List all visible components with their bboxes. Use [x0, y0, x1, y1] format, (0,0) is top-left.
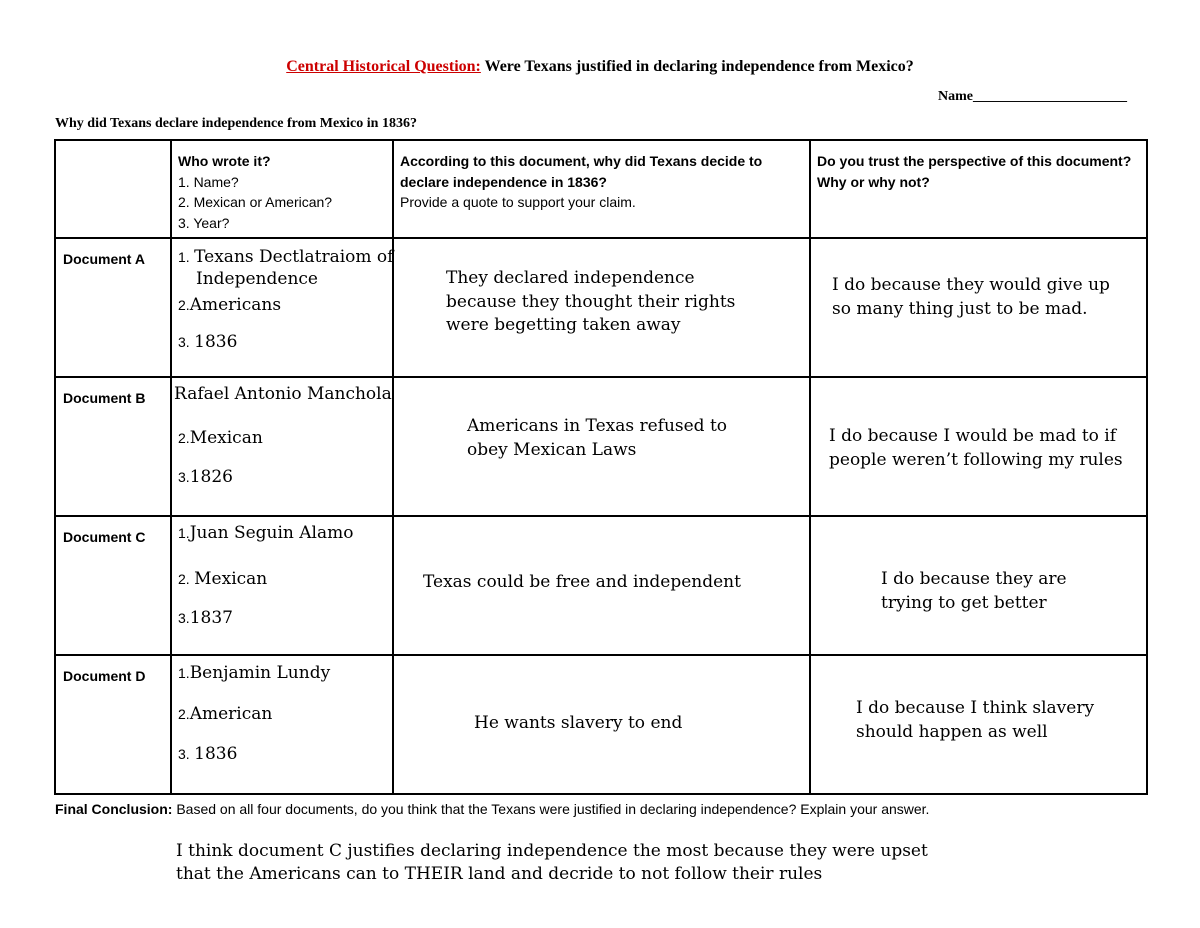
header-trust — [810, 140, 1147, 238]
author-name-item — [178, 663, 330, 683]
item-number: 3. — [178, 746, 190, 762]
header-who-wrote — [171, 140, 393, 238]
table-row — [55, 377, 1147, 516]
table-row — [55, 655, 1147, 794]
trust-line: trying to get better — [881, 592, 1047, 613]
trust-answer — [832, 274, 1110, 321]
doc-label: Document C — [63, 529, 146, 545]
reason-line: obey Mexican Laws — [467, 439, 637, 460]
reason-cell[interactable] — [393, 377, 810, 516]
reason-line: Texas could be free and independent — [423, 572, 741, 592]
author-cell[interactable] — [171, 516, 393, 655]
trust-answer — [856, 697, 1094, 744]
doc-label: Document A — [63, 251, 145, 267]
author-cell[interactable] — [171, 238, 393, 377]
doc-label-cell — [55, 377, 171, 516]
reason-line: He wants slavery to end — [474, 713, 683, 733]
doc-label: Document D — [63, 668, 146, 684]
item-number: 2. — [178, 706, 190, 722]
reason-line: They declared independence — [446, 268, 695, 288]
who-wrote-line3: 3. Year? — [178, 214, 230, 231]
year: 1836 — [194, 332, 238, 352]
author-name-line2: Independence — [196, 269, 318, 289]
central-question-text: Were Texans justified in declaring independence from Mexico? — [480, 58, 914, 75]
author-name-item — [174, 384, 392, 404]
trust-cell[interactable] — [810, 238, 1147, 377]
who-wrote-title: Who wrote it? — [178, 153, 271, 169]
author-cell[interactable] — [171, 655, 393, 794]
trust-line: I do because I think slavery — [856, 698, 1095, 718]
reason-cell[interactable] — [393, 516, 810, 655]
final-conclusion-prompt — [55, 801, 929, 817]
item-number: 3. — [178, 610, 190, 626]
reason-line: Americans in Texas refused to — [467, 416, 728, 436]
central-question-label: Central Historical Question: — [286, 58, 481, 75]
nationality: Mexican — [189, 428, 263, 448]
answer-line: that the Americans can to THEIR land and decride to not follow their rules — [176, 864, 823, 884]
reason-line: were begetting taken away — [446, 315, 681, 335]
answer-line: I think document C justifies declaring independence the most because they were upset — [176, 841, 928, 861]
author-cell[interactable] — [171, 377, 393, 516]
author-name-item — [178, 523, 353, 543]
who-wrote-line1: 1. Name? — [178, 173, 239, 190]
trust-answer — [829, 425, 1123, 472]
nationality: Mexican — [194, 569, 268, 589]
item-number: 1. — [178, 249, 190, 265]
trust-line: so many thing just to be mad. — [832, 298, 1088, 319]
nationality-item — [178, 295, 281, 315]
trust-title: Do you trust the perspective of this document? Why or why not? — [817, 153, 1132, 190]
trust-line: people weren’t following my rules — [829, 449, 1123, 470]
trust-line: I do because they would give up — [832, 275, 1110, 295]
header-empty-cell — [55, 140, 171, 238]
table-row — [55, 516, 1147, 655]
author-name-cont — [196, 269, 318, 289]
reason-answer — [446, 267, 735, 338]
doc-label-cell — [55, 516, 171, 655]
header-reason — [393, 140, 810, 238]
doc-label-cell — [55, 655, 171, 794]
trust-line: should happen as well — [856, 721, 1048, 742]
nationality-item — [178, 569, 267, 589]
central-question — [0, 58, 1200, 76]
author-name: Texans Dectlatraiom of — [194, 247, 394, 267]
author-name: Rafael Antonio Manchola — [174, 384, 392, 404]
name-field[interactable]: Name______________________ — [938, 89, 1127, 104]
item-number: 1. — [178, 525, 190, 541]
author-name: Juan Seguin Alamo — [189, 523, 354, 543]
reason-subtitle: Provide a quote to support your claim. — [400, 194, 636, 210]
nationality-item — [178, 704, 272, 724]
year: 1826 — [189, 467, 233, 487]
item-number: 3. — [178, 334, 190, 350]
reason-answer — [423, 571, 741, 595]
nationality-item — [178, 428, 263, 448]
doc-label: Document B — [63, 390, 146, 406]
trust-cell[interactable] — [810, 377, 1147, 516]
trust-answer — [881, 568, 1067, 615]
reason-answer — [474, 712, 682, 736]
document-analysis-table — [54, 139, 1148, 795]
item-number: 2. — [178, 430, 190, 446]
author-name: Benjamin Lundy — [189, 663, 331, 683]
trust-cell[interactable] — [810, 655, 1147, 794]
final-conclusion-answer[interactable] — [176, 840, 928, 886]
final-conclusion-text: Based on all four documents, do you think that the Texans were justified in declaring independence? Explain your answer. — [172, 801, 930, 817]
year-item — [178, 744, 237, 764]
reason-answer — [467, 415, 727, 462]
reason-line: because they thought their rights — [446, 291, 736, 312]
year-item — [178, 608, 233, 628]
nationality: Americans — [189, 295, 282, 315]
item-number: 1. — [178, 665, 190, 681]
trust-cell[interactable] — [810, 516, 1147, 655]
final-conclusion-label: Final Conclusion: — [55, 801, 173, 817]
trust-line: I do because they are — [881, 569, 1067, 589]
item-number: 2. — [178, 297, 190, 313]
year-item — [178, 467, 233, 487]
year: 1837 — [189, 608, 233, 628]
sub-question: Why did Texans declare independence from Mexico in 1836? — [55, 116, 417, 131]
doc-label-cell — [55, 238, 171, 377]
item-number: 3. — [178, 469, 190, 485]
nationality: American — [189, 704, 273, 724]
year-item — [178, 332, 237, 352]
who-wrote-line2: 2. Mexican or American? — [178, 194, 333, 210]
item-number: 2. — [178, 571, 190, 587]
table-row — [55, 238, 1147, 377]
year: 1836 — [194, 744, 238, 764]
trust-line: I do because I would be mad to if — [829, 426, 1117, 446]
reason-title: According to this document, why did Texans decide to declare independence in 1836? — [400, 153, 763, 190]
author-name-item — [178, 247, 393, 267]
reason-cell[interactable] — [393, 238, 810, 377]
header-row — [55, 140, 1147, 238]
reason-cell[interactable] — [393, 655, 810, 794]
